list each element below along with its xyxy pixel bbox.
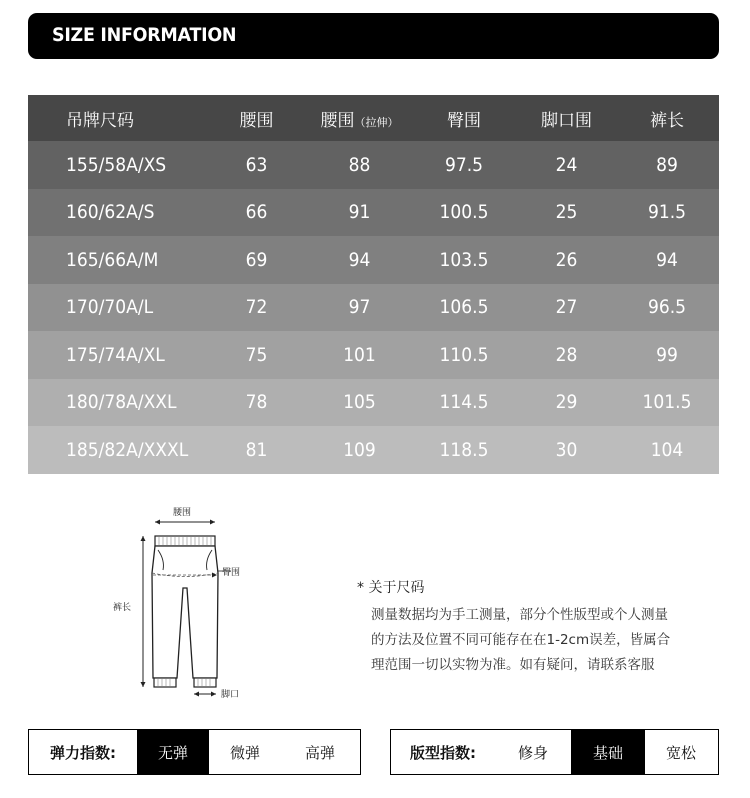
header-tag-size: 吊牌尺码 <box>66 110 134 131</box>
measure-cell: 109 <box>343 438 376 461</box>
measure-cell: 66 <box>245 201 268 224</box>
size-cell: 155/58A/XS <box>66 153 167 176</box>
size-note <box>357 577 717 678</box>
measure-cell: 63 <box>245 153 268 176</box>
measure-cell: 94 <box>348 248 371 271</box>
measure-cell: 118.5 <box>439 438 489 461</box>
measure-cell: 28 <box>555 343 578 366</box>
measure-cell: 27 <box>555 296 578 319</box>
header-waist: 腰围 <box>239 110 274 131</box>
table-row <box>28 236 719 284</box>
header-stretch-note: （拉伸） <box>354 115 399 129</box>
size-cell: 185/82A/XXXL <box>66 438 189 461</box>
waist-label: 腰围 <box>173 508 192 518</box>
size-cell: 175/74A/XL <box>66 343 165 366</box>
measure-cell: 30 <box>555 438 578 461</box>
elasticity-index <box>28 729 361 775</box>
table-row <box>28 426 719 474</box>
table-row <box>28 141 719 189</box>
fit-option: 修身 <box>517 743 548 762</box>
measure-cell: 25 <box>555 201 578 224</box>
measure-cell: 29 <box>555 391 578 414</box>
measure-cell: 91 <box>348 201 371 224</box>
size-cell: 170/70A/L <box>66 296 154 319</box>
fit-index <box>390 729 719 775</box>
note-line: 的方法及位置不同可能存在在1-2cm误差，皆属合 <box>371 632 671 648</box>
header-length: 裤长 <box>650 110 684 131</box>
measure-cell: 88 <box>348 153 371 176</box>
measure-cell: 24 <box>555 153 578 176</box>
size-table <box>28 95 719 474</box>
measure-cell: 78 <box>245 391 268 414</box>
measure-cell: 91.5 <box>647 201 687 224</box>
measure-cell: 101 <box>343 343 376 366</box>
header-waist-stretch-label: 腰围 <box>320 110 355 131</box>
table-row <box>28 331 719 379</box>
header-waist-stretch <box>309 95 410 141</box>
measure-cell: 69 <box>245 248 268 271</box>
note-line: 理范围一切以实物为准。如有疑问，请联系客服 <box>371 657 655 673</box>
title-banner <box>28 13 719 59</box>
measure-cell: 106.5 <box>439 296 489 319</box>
banner-title: SIZE INFORMATION <box>52 24 237 46</box>
fit-option: 基础 <box>571 730 645 774</box>
measure-cell: 97 <box>348 296 371 319</box>
measure-cell: 99 <box>656 343 678 366</box>
elasticity-option: 微弹 <box>229 743 260 762</box>
measure-cell: 96.5 <box>647 296 687 319</box>
measure-cell: 103.5 <box>439 248 489 271</box>
note-line: 测量数据均为手工测量，部分个性版型或个人测量 <box>371 607 668 623</box>
size-cell: 165/66A/M <box>66 248 159 271</box>
measure-cell: 100.5 <box>439 201 489 224</box>
measure-cell: 81 <box>245 438 268 461</box>
table-header-row <box>28 95 719 141</box>
hip-label: 臀围 <box>222 568 241 578</box>
length-label: 裤长 <box>113 603 132 613</box>
measure-cell: 114.5 <box>439 391 489 414</box>
size-cell: 180/78A/XXL <box>66 391 177 414</box>
hem-label: 脚口 <box>221 690 240 700</box>
table-row <box>28 284 719 332</box>
note-title: * 关于尺码 <box>357 580 425 596</box>
measure-cell: 97.5 <box>444 153 484 176</box>
header-hip: 臀围 <box>447 110 481 131</box>
elasticity-label: 弹力指数: <box>50 743 116 762</box>
note-body <box>357 603 717 678</box>
size-cell: 160/62A/S <box>66 201 155 224</box>
measure-cell: 110.5 <box>439 343 489 366</box>
measure-cell: 94 <box>656 248 678 271</box>
elasticity-option: 高弹 <box>304 743 335 762</box>
header-hem: 脚口围 <box>541 110 592 131</box>
measure-cell: 72 <box>245 296 268 319</box>
measure-cell: 101.5 <box>642 391 692 414</box>
measure-cell: 104 <box>650 438 684 461</box>
elasticity-option: 无弹 <box>137 730 209 774</box>
table-row <box>28 189 719 237</box>
measure-cell: 26 <box>555 248 578 271</box>
measure-cell: 89 <box>656 153 678 176</box>
table-row <box>28 379 719 427</box>
measure-cell: 105 <box>343 391 376 414</box>
fit-option: 宽松 <box>665 743 696 762</box>
pants-diagram <box>105 498 265 708</box>
measure-cell: 75 <box>245 343 268 366</box>
fit-label: 版型指数: <box>410 743 476 762</box>
